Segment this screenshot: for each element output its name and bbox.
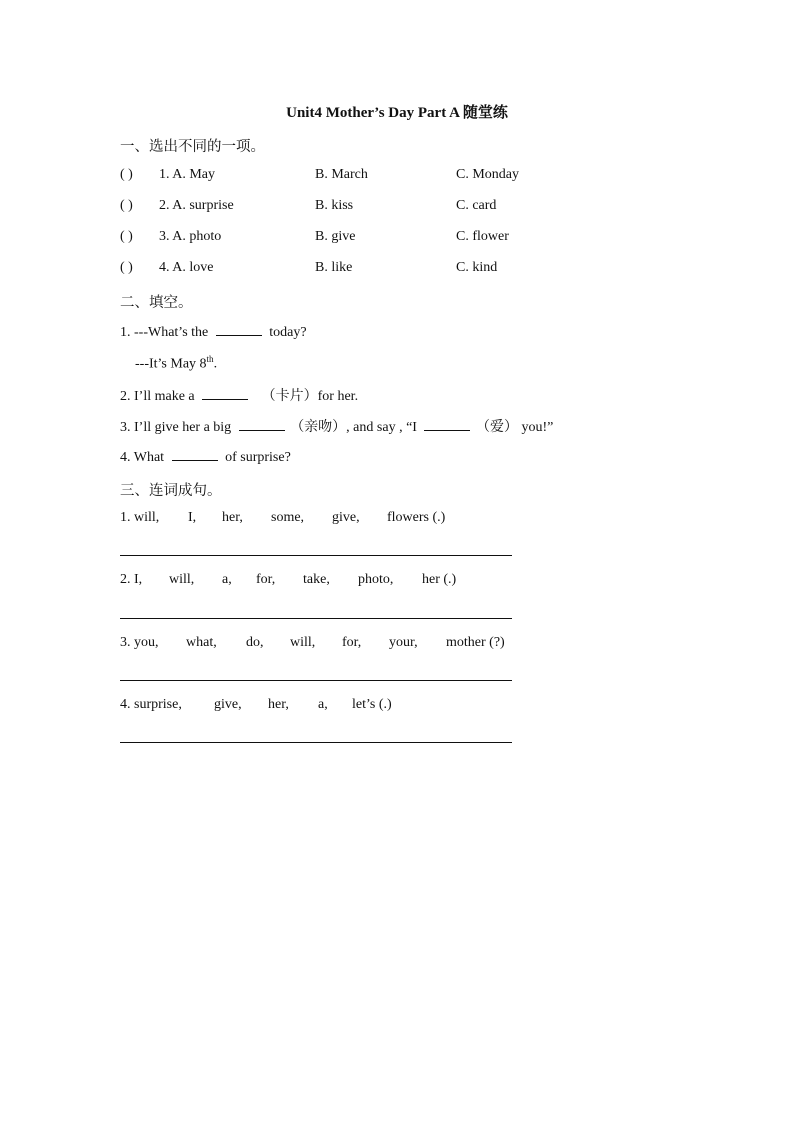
- fill-text: （爱） you!”: [475, 420, 554, 435]
- fill-text: 1. ---What’s the: [120, 325, 209, 340]
- word: flowers (.): [387, 510, 446, 525]
- fill-item-4: [120, 448, 291, 466]
- option-c: C. Monday: [456, 167, 519, 182]
- fill-text: 4. What: [120, 450, 165, 465]
- section2-heading: 二、填空。: [120, 295, 193, 311]
- option-b: B. give: [315, 229, 356, 244]
- fill-blank[interactable]: [239, 418, 285, 431]
- word: 3. you,: [120, 635, 159, 650]
- fill-text: ---It’s May 8: [135, 356, 207, 372]
- option-c: C. flower: [456, 229, 509, 244]
- word: will,: [290, 635, 316, 650]
- word: take,: [303, 572, 330, 587]
- word: 4. surprise,: [120, 697, 182, 712]
- word: let’s (.): [352, 697, 392, 712]
- word: for,: [256, 572, 276, 587]
- option-c: C. kind: [456, 260, 498, 275]
- superscript: th: [206, 354, 214, 364]
- fill-text: of surprise?: [225, 450, 291, 465]
- word: 1. will,: [120, 510, 160, 525]
- answer-line[interactable]: [120, 742, 512, 743]
- section1-heading: 一、选出不同的一项。: [120, 139, 265, 155]
- word: her (.): [422, 572, 457, 587]
- word: a,: [222, 572, 232, 587]
- option-a: 1. A. May: [159, 167, 215, 182]
- fill-blank[interactable]: [424, 418, 470, 431]
- option-a: 4. A. love: [159, 260, 214, 275]
- word: mother (?): [446, 635, 505, 650]
- fill-text: today?: [269, 325, 307, 340]
- option-a: 2. A. surprise: [159, 198, 234, 213]
- page-title: Unit4 Mother’s Day Part A 随堂练: [286, 105, 508, 121]
- fill-text: （亲吻）, and say , “I: [290, 420, 417, 435]
- option-b: B. like: [315, 260, 353, 275]
- fill-text: （卡片）for her.: [261, 389, 359, 404]
- fill-blank[interactable]: [216, 323, 262, 336]
- answer-line[interactable]: [120, 555, 512, 556]
- word: give,: [214, 697, 242, 712]
- fill-text: 3. I’ll give her a big: [120, 420, 232, 435]
- fill-item-2: [120, 385, 358, 405]
- option-c: C. card: [456, 198, 497, 213]
- fill-item-1: [120, 323, 307, 341]
- answer-paren[interactable]: ( ): [120, 167, 133, 182]
- word: will,: [169, 572, 195, 587]
- word: photo,: [358, 572, 394, 587]
- fill-blank[interactable]: [202, 387, 248, 400]
- fill-item-1-answer: [135, 354, 217, 373]
- answer-line[interactable]: [120, 680, 512, 681]
- answer-paren[interactable]: ( ): [120, 198, 133, 213]
- option-a: 3. A. photo: [159, 229, 222, 244]
- word: I,: [188, 510, 197, 525]
- answer-paren[interactable]: ( ): [120, 260, 133, 275]
- fill-blank[interactable]: [172, 448, 218, 461]
- fill-text: 2. I’ll make a: [120, 389, 195, 404]
- word: give,: [332, 510, 360, 525]
- word: her,: [268, 697, 289, 712]
- word: your,: [389, 635, 418, 650]
- section3-heading: 三、连词成句。: [120, 483, 222, 499]
- answer-paren[interactable]: ( ): [120, 229, 133, 244]
- word: what,: [186, 635, 217, 650]
- word: 2. I,: [120, 572, 143, 587]
- fill-item-3: [120, 416, 553, 436]
- word: her,: [222, 510, 243, 525]
- answer-line[interactable]: [120, 618, 512, 619]
- word: for,: [342, 635, 362, 650]
- word: some,: [271, 510, 305, 525]
- word: a,: [318, 697, 328, 712]
- period: .: [213, 356, 218, 372]
- option-b: B. kiss: [315, 198, 354, 213]
- option-b: B. March: [315, 167, 368, 182]
- word: do,: [246, 635, 264, 650]
